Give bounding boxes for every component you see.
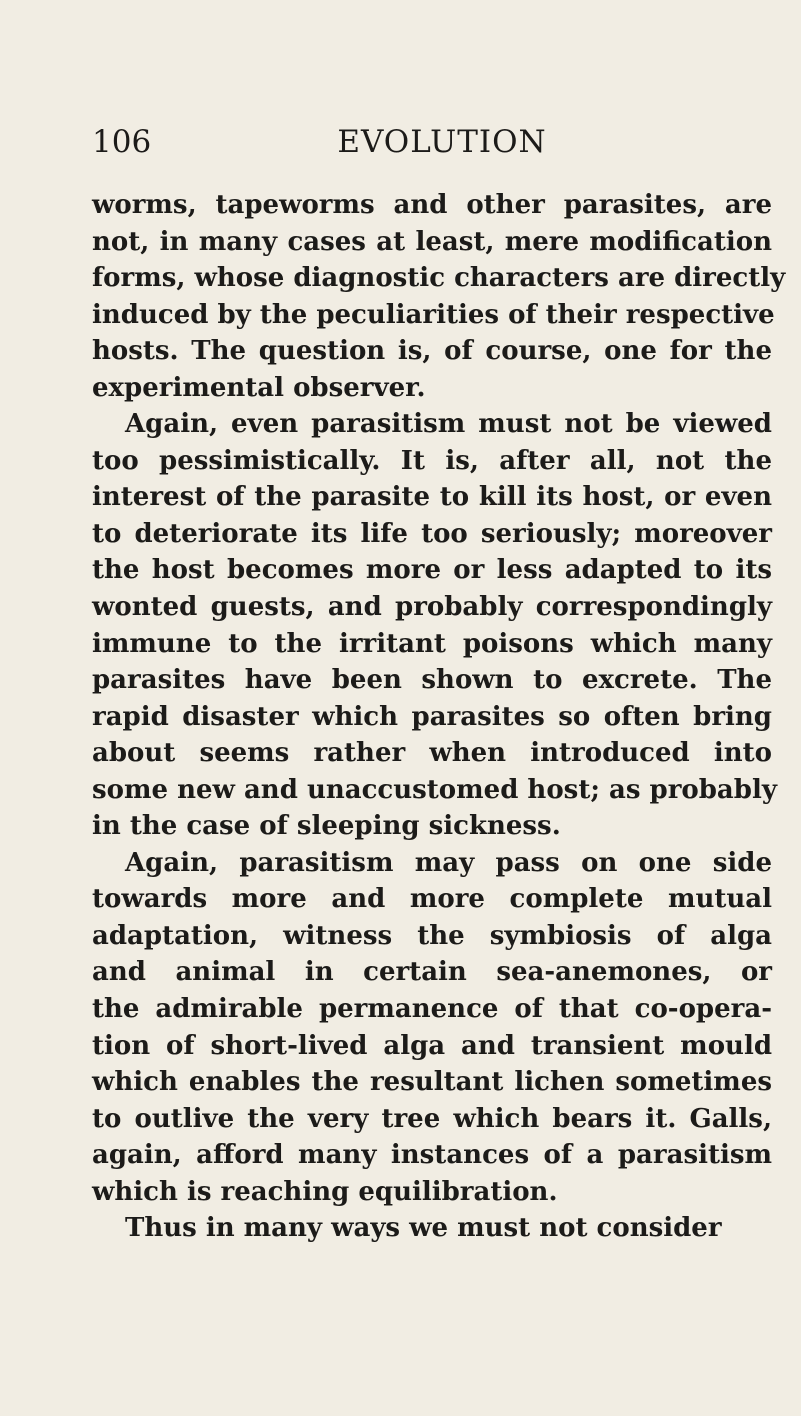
text-line: the host becomes more or less adapted to its xyxy=(92,555,772,586)
text-line: experimental observer. xyxy=(92,372,426,403)
text-line: wonted guests, and probably correspondingly xyxy=(92,592,772,623)
text-line: rapid disaster which parasites so often bring xyxy=(92,701,772,732)
text-line: and animal in certain sea-anemones, or xyxy=(92,957,772,988)
text-line: tion of short-lived alga and transient mould xyxy=(92,1030,772,1061)
text-line: interest of the parasite to kill its host, or even xyxy=(92,482,772,513)
text-line: to deteriorate its life too seriously; moreover xyxy=(92,518,772,549)
body-text xyxy=(92,187,786,1247)
text-line: adaptation, witness the symbiosis of alga xyxy=(92,920,772,951)
text-line: to outlive the very tree which bears it. Galls, xyxy=(92,1103,772,1134)
text-line: not, in many cases at least, mere modification xyxy=(92,226,772,257)
text-line: in the case of sleeping sickness. xyxy=(92,811,561,842)
text-line: some new and unaccustomed host; as probably xyxy=(92,774,777,805)
chapter-title: EVOLUTION xyxy=(337,124,547,160)
text-line: about seems rather when introduced into xyxy=(92,738,772,769)
text-line: Again, even parasitism must not be viewed xyxy=(125,409,772,440)
running-head xyxy=(92,122,772,162)
text-line: Thus in many ways we must not consider xyxy=(125,1213,722,1244)
text-line: forms, whose diagnostic characters are directly xyxy=(92,263,786,294)
text-line: too pessimistically. It is, after all, not the xyxy=(92,445,772,476)
text-line: induced by the peculiarities of their respective xyxy=(92,299,775,330)
text-line: which is reaching equilibration. xyxy=(92,1176,558,1207)
text-line: immune to the irritant poisons which many xyxy=(92,628,772,659)
text-line: the admirable permanence of that co-opera- xyxy=(92,994,772,1025)
text-line: worms, tapeworms and other parasites, are xyxy=(92,190,772,220)
text-line: towards more and more complete mutual xyxy=(92,884,772,915)
text-line: parasites have been shown to excrete. The xyxy=(92,665,772,696)
text-line: hosts. The question is, of course, one for the xyxy=(92,336,772,367)
text-line: which enables the resultant lichen sometimes xyxy=(92,1067,772,1098)
text-line: again, afford many instances of a parasitism xyxy=(92,1140,772,1171)
text-line: Again, parasitism may pass on one side xyxy=(125,847,772,878)
page-number: 106 xyxy=(92,124,152,160)
